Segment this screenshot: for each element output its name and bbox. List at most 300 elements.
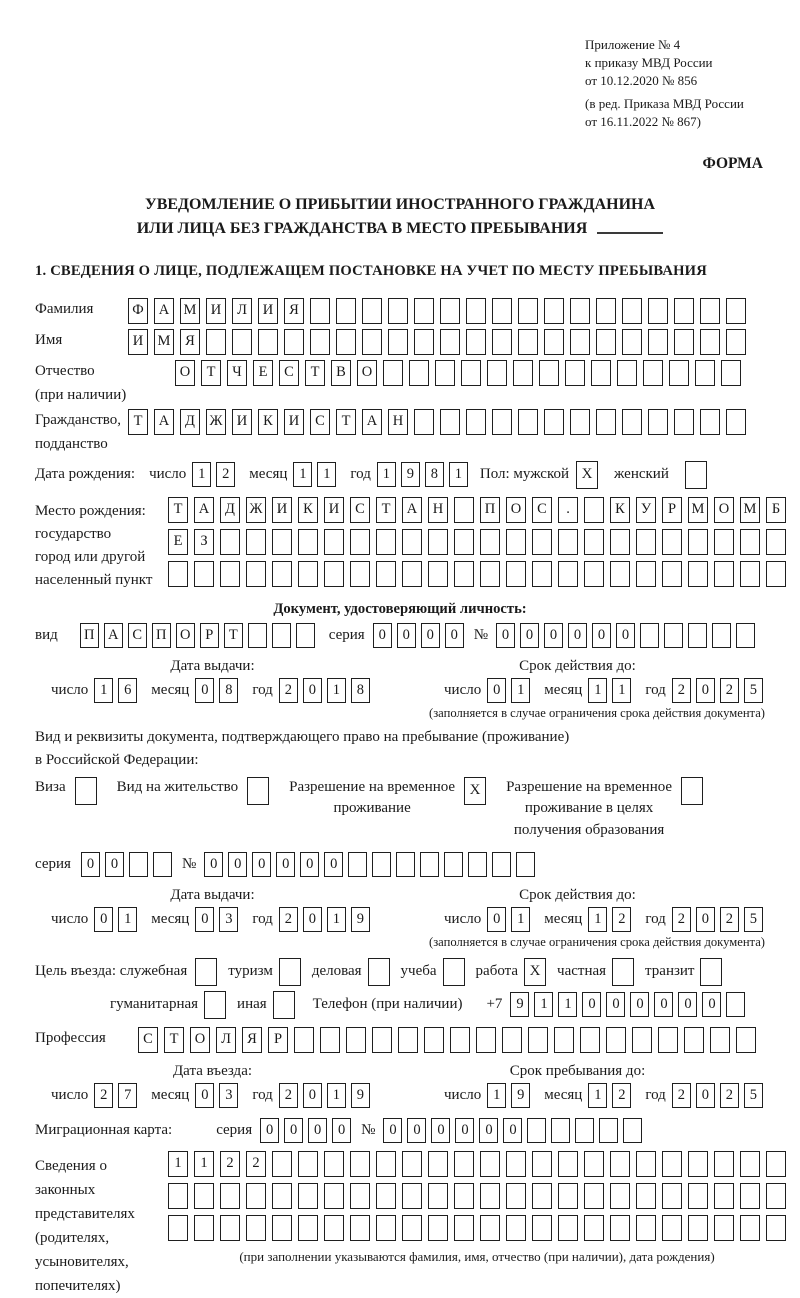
form-cell — [398, 1027, 418, 1053]
form-cell — [428, 1215, 448, 1241]
form-cell — [596, 298, 616, 324]
form-cell: 0 — [105, 852, 124, 877]
form-cell — [220, 1183, 240, 1209]
form-cell — [736, 623, 755, 648]
text-line: законных — [35, 1181, 96, 1198]
form-cell: 2 — [279, 1083, 298, 1108]
form-cell — [454, 561, 474, 587]
text-line: населенный пункт — [35, 572, 153, 589]
form-cell: К — [298, 497, 318, 523]
residence-option-temp-label — [289, 777, 455, 821]
form-cell: И — [232, 409, 252, 435]
text-line: представителях — [35, 1205, 135, 1222]
form-cell: 0 — [383, 1118, 402, 1143]
sex-female-label: женский — [614, 466, 669, 483]
form-cell — [714, 561, 734, 587]
form-cell: 2 — [720, 907, 739, 932]
form-cell: Д — [180, 409, 200, 435]
form-cell: 9 — [351, 1083, 370, 1108]
form-cell: 2 — [246, 1151, 266, 1177]
form-cell — [129, 852, 148, 877]
form-cell: Т — [305, 360, 325, 386]
text-line: Разрешение на временное — [289, 778, 456, 795]
form-cell — [272, 623, 291, 648]
residence-expiry-col — [390, 887, 765, 932]
form-cell: 0 — [284, 1118, 303, 1143]
birth-date-groups — [135, 462, 468, 487]
form-cell: 0 — [324, 852, 343, 877]
form-cell: С — [138, 1027, 158, 1053]
patronymic-row — [35, 360, 765, 386]
form-cell: У — [636, 497, 656, 523]
section-1-heading: 1. СВЕДЕНИЯ О ЛИЦЕ, ПОДЛЕЖАЩЕМ ПОСТАНОВКЕ НА УЧЕТ ПО МЕСТУ ПРЕБЫВАНИЯ — [35, 262, 707, 279]
form-cell — [206, 329, 226, 355]
form-cell — [736, 1027, 756, 1053]
date-part-label: год — [252, 681, 273, 698]
form-cell: 2 — [672, 1083, 691, 1108]
form-cell — [414, 329, 434, 355]
form-cell: 0 — [303, 1083, 322, 1108]
form-cell — [558, 1183, 578, 1209]
text-line: Сведения о — [35, 1157, 107, 1174]
form-cell — [348, 852, 367, 877]
text-line: получения образования — [513, 822, 665, 839]
form-cell — [362, 329, 382, 355]
form-cell — [272, 1215, 292, 1241]
id-expiry-note: (заполняется в случае ограничения срока действия документа) — [429, 705, 765, 720]
option-label: деловая — [311, 963, 362, 980]
form-cell: . — [558, 497, 578, 523]
residence-option-permit — [117, 777, 269, 805]
form-cell — [527, 1118, 546, 1143]
form-cell: 0 — [544, 623, 563, 648]
id-doc-dates — [35, 658, 765, 703]
date-cells — [487, 678, 530, 703]
form-cell — [350, 1151, 370, 1177]
representatives-block — [35, 1151, 765, 1298]
option-checkbox — [700, 958, 722, 986]
form-cell: М — [180, 298, 200, 324]
form-cell: 0 — [300, 852, 319, 877]
form-cell: 1 — [192, 462, 211, 487]
id-issue-groups — [35, 678, 390, 703]
option-checkbox — [368, 958, 390, 986]
form-cell — [554, 1027, 574, 1053]
form-cell: 1 — [327, 907, 346, 932]
id-doc-heading: Документ, удостоверяющий личность: — [273, 600, 527, 617]
form-cell — [376, 561, 396, 587]
form-cell — [740, 1215, 760, 1241]
form-cell: 0 — [678, 992, 697, 1017]
form-cell — [658, 1027, 678, 1053]
date-cells — [94, 1083, 137, 1108]
form-cell — [444, 852, 463, 877]
id-doc-series-cells — [373, 623, 464, 648]
form-cell — [580, 1027, 600, 1053]
form-cell: 0 — [276, 852, 295, 877]
residence-issue-groups — [35, 907, 390, 932]
form-cell: 1 — [293, 462, 312, 487]
form-cell: Ж — [246, 497, 266, 523]
form-cell: 9 — [401, 462, 420, 487]
option-label: иная — [237, 996, 267, 1013]
date-part-label: год — [252, 910, 273, 927]
appendix-note-part2 — [585, 95, 765, 131]
form-cell — [726, 992, 745, 1017]
residence-series-cells — [81, 852, 172, 877]
id-doc-kind-label: вид — [35, 626, 58, 643]
form-cell: Ч — [227, 360, 247, 386]
form-cell: 1 — [588, 678, 607, 703]
form-cell — [492, 852, 511, 877]
text-line: к приказу МВД России — [585, 54, 713, 70]
option-checkbox — [443, 958, 465, 986]
id-expiry-groups — [390, 678, 765, 703]
text-line: город или другой — [35, 549, 146, 566]
form-cell — [248, 623, 267, 648]
form-cell: 1 — [327, 1083, 346, 1108]
text-line: от 10.12.2020 № 856 — [585, 72, 698, 88]
citizenship-cells — [128, 409, 746, 435]
form-cell — [584, 529, 604, 555]
form-cell — [372, 852, 391, 877]
form-cell: Е — [168, 529, 188, 555]
form-cell: П — [480, 497, 500, 523]
form-cell — [513, 360, 533, 386]
form-cell — [622, 298, 642, 324]
form-cell: С — [532, 497, 552, 523]
form-cell — [674, 329, 694, 355]
date-cells — [588, 907, 631, 932]
form-cell — [350, 561, 370, 587]
form-cell: А — [104, 623, 123, 648]
form-cell — [435, 360, 455, 386]
form-cell — [296, 623, 315, 648]
form-cell: Т — [376, 497, 396, 523]
form-cell — [700, 329, 720, 355]
form-cell: 6 — [118, 678, 137, 703]
sex-male-label: Пол: мужской — [479, 466, 570, 483]
form-cell: С — [350, 497, 370, 523]
form-cell — [420, 852, 439, 877]
option-label: частная — [557, 963, 607, 980]
purpose-row-1 — [35, 958, 765, 986]
residence-option-edu-checkbox — [681, 777, 703, 805]
form-cell — [669, 360, 689, 386]
form-cell — [396, 852, 415, 877]
form-cell — [596, 329, 616, 355]
form-cell — [726, 409, 746, 435]
id-doc-number-label: № — [473, 626, 488, 643]
form-cell — [584, 497, 604, 523]
date-cells — [195, 907, 238, 932]
migration-series-cells — [260, 1118, 351, 1143]
form-cell: 0 — [421, 623, 440, 648]
form-cell — [636, 1183, 656, 1209]
option-checkbox: X — [524, 958, 546, 986]
form-title-line2: ИЛИ ЛИЦА БЕЗ ГРАЖДАНСТВА В МЕСТО ПРЕБЫВАНИЯ — [35, 217, 765, 241]
citizenship-label: Гражданство, — [35, 411, 122, 428]
form-cell — [450, 1027, 470, 1053]
patronymic-cells — [175, 360, 741, 386]
id-issue-title: Дата выдачи: — [170, 657, 255, 674]
form-cell — [712, 623, 731, 648]
form-cell — [636, 1151, 656, 1177]
date-cells — [672, 907, 763, 932]
form-cell — [362, 298, 382, 324]
text-line: Приложение № 4 — [585, 37, 681, 52]
form-cell: Т — [128, 409, 148, 435]
form-cell — [220, 529, 240, 555]
option-checkbox — [279, 958, 301, 986]
appendix-note-part1 — [585, 36, 765, 90]
entry-date-groups — [35, 1083, 390, 1108]
form-cell: Е — [253, 360, 273, 386]
form-cell — [428, 1151, 448, 1177]
form-cell: Д — [220, 497, 240, 523]
form-cell: 1 — [449, 462, 468, 487]
residence-option-temp-checkbox: X — [464, 777, 486, 805]
form-cell: 0 — [520, 623, 539, 648]
form-cell — [324, 1183, 344, 1209]
form-cell — [298, 1183, 318, 1209]
form-cell: А — [194, 497, 214, 523]
form-cell: 0 — [696, 907, 715, 932]
form-cell — [570, 329, 590, 355]
form-cell: 1 — [327, 678, 346, 703]
form-cell — [324, 1215, 344, 1241]
birth-date-label: Дата рождения: — [35, 466, 136, 483]
form-cell — [617, 360, 637, 386]
form-cell: Ж — [206, 409, 226, 435]
form-cell — [480, 529, 500, 555]
form-cell — [506, 1183, 526, 1209]
form-cell: С — [310, 409, 330, 435]
form-cell: 2 — [216, 462, 235, 487]
form-cell — [591, 360, 611, 386]
form-cell: 0 — [204, 852, 223, 877]
form-cell: 1 — [511, 678, 530, 703]
form-cell — [714, 1151, 734, 1177]
form-cell — [636, 529, 656, 555]
form-cell — [502, 1027, 522, 1053]
forma-label: ФОРМА — [702, 154, 763, 172]
form-cell: 9 — [351, 907, 370, 932]
form-cell — [476, 1027, 496, 1053]
form-cell — [402, 1183, 422, 1209]
form-cell — [575, 1118, 594, 1143]
form-cell — [558, 1151, 578, 1177]
form-cell — [466, 409, 486, 435]
form-cell — [584, 1183, 604, 1209]
date-part-label: месяц — [544, 1086, 583, 1103]
option-checkbox — [273, 991, 295, 1019]
form-cell — [506, 561, 526, 587]
profession-cells — [138, 1027, 756, 1053]
form-cell: 1 — [194, 1151, 214, 1177]
form-cell — [610, 561, 630, 587]
form-cell: 0 — [81, 852, 100, 877]
option-checkbox — [612, 958, 634, 986]
option-label: транзит — [645, 963, 695, 980]
form-cell: 2 — [612, 907, 631, 932]
form-cell: 0 — [630, 992, 649, 1017]
form-cell: 0 — [487, 907, 506, 932]
form-cell: 0 — [654, 992, 673, 1017]
form-cell: С — [128, 623, 147, 648]
date-part-label: месяц — [544, 681, 583, 698]
form-cell: 5 — [744, 1083, 763, 1108]
form-cell — [688, 529, 708, 555]
form-cell — [284, 329, 304, 355]
form-cell — [636, 1215, 656, 1241]
form-cell — [584, 1151, 604, 1177]
form-cell — [518, 409, 538, 435]
form-cell: 0 — [445, 623, 464, 648]
residence-option-temp — [289, 777, 486, 821]
migration-series-label: серия — [216, 1121, 253, 1138]
form-cell — [480, 1183, 500, 1209]
text-line: усыновителях, — [35, 1253, 129, 1270]
form-cell: 1 — [534, 992, 553, 1017]
residence-dates — [35, 887, 765, 932]
form-cell: И — [324, 497, 344, 523]
form-cell — [376, 529, 396, 555]
date-part-label: месяц — [151, 910, 190, 927]
form-cell: О — [714, 497, 734, 523]
form-cell — [726, 298, 746, 324]
id-expiry-title: Срок действия до: — [519, 657, 636, 674]
form-cell — [688, 1151, 708, 1177]
residence-number-cells — [204, 852, 535, 877]
option-checkbox — [204, 991, 226, 1019]
form-cell: А — [362, 409, 382, 435]
text-line: проживание — [333, 800, 411, 817]
date-cells — [94, 907, 137, 932]
form-cell: О — [176, 623, 195, 648]
form-cell — [336, 329, 356, 355]
form-cell — [584, 561, 604, 587]
form-cell: 2 — [672, 907, 691, 932]
representatives-cells-1 — [168, 1151, 786, 1177]
form-title — [35, 193, 765, 241]
option-label: гуманитарная — [110, 996, 199, 1013]
form-cell — [402, 529, 422, 555]
form-cell: О — [357, 360, 377, 386]
form-cell — [272, 1151, 292, 1177]
form-cell — [766, 561, 786, 587]
form-cell — [194, 1215, 214, 1241]
text-line: Место рождения: — [35, 502, 146, 519]
form-cell — [466, 298, 486, 324]
form-cell — [684, 1027, 704, 1053]
residence-number-label: № — [181, 855, 197, 872]
text-line: (родителях, — [35, 1229, 110, 1246]
form-cell — [766, 529, 786, 555]
migration-number-label: № — [361, 1121, 376, 1138]
date-part-label: число — [51, 910, 89, 927]
form-cell: О — [175, 360, 195, 386]
form-cell — [388, 298, 408, 324]
form-cell — [766, 1215, 786, 1241]
form-cell — [220, 561, 240, 587]
form-cell — [480, 1215, 500, 1241]
form-cell — [606, 1027, 626, 1053]
form-cell — [336, 298, 356, 324]
text-line: государство — [35, 525, 112, 542]
form-cell — [714, 529, 734, 555]
date-cells — [487, 1083, 530, 1108]
form-cell: 2 — [720, 678, 739, 703]
form-cell: 8 — [351, 678, 370, 703]
form-cell: А — [154, 409, 174, 435]
form-cell: Т — [168, 497, 188, 523]
form-cell — [424, 1027, 444, 1053]
form-cell: 3 — [219, 1083, 238, 1108]
form-cell — [320, 1027, 340, 1053]
purpose-label: Цель въезда: служебная — [35, 963, 188, 980]
form-cell — [246, 1215, 266, 1241]
id-doc-kind-cells — [80, 623, 315, 648]
form-cell: 0 — [397, 623, 416, 648]
form-cell — [454, 1151, 474, 1177]
representatives-cells-2 — [168, 1183, 786, 1209]
purpose-options — [217, 958, 722, 986]
form-cell: К — [610, 497, 630, 523]
text-line: попечителях) — [35, 1277, 121, 1294]
date-cells — [377, 462, 468, 487]
form-cell — [516, 852, 535, 877]
form-cell — [558, 561, 578, 587]
form-cell — [324, 529, 344, 555]
form-cell: О — [506, 497, 526, 523]
form-cell — [648, 409, 668, 435]
form-cell: И — [128, 329, 148, 355]
form-cell: 0 — [308, 1118, 327, 1143]
form-cell — [544, 409, 564, 435]
form-cell — [740, 561, 760, 587]
name-cells — [128, 329, 746, 355]
form-cell — [643, 360, 663, 386]
form-cell — [194, 561, 214, 587]
residence-expiry-note: (заполняется в случае ограничения срока действия документа) — [429, 934, 765, 949]
form-cell — [468, 852, 487, 877]
form-cell: И — [258, 298, 278, 324]
form-cell — [740, 529, 760, 555]
form-cell: 2 — [220, 1151, 240, 1177]
form-cell — [695, 360, 715, 386]
form-cell: 0 — [195, 1083, 214, 1108]
form-cell — [492, 409, 512, 435]
form-cell — [688, 1215, 708, 1241]
residence-series-row — [35, 852, 765, 877]
form-cell — [518, 298, 538, 324]
form-cell — [461, 360, 481, 386]
form-cell — [294, 1027, 314, 1053]
birth-place-block — [35, 497, 781, 593]
form-cell — [700, 409, 720, 435]
form-cell: 0 — [332, 1118, 351, 1143]
phone-prefix: +7 — [486, 996, 503, 1013]
form-cell: М — [740, 497, 760, 523]
form-cell: 0 — [431, 1118, 450, 1143]
form-cell — [487, 360, 507, 386]
surname-row — [35, 298, 765, 324]
form-cell — [194, 1183, 214, 1209]
form-cell: 1 — [317, 462, 336, 487]
form-cell: 2 — [612, 1083, 631, 1108]
form-cell — [726, 329, 746, 355]
